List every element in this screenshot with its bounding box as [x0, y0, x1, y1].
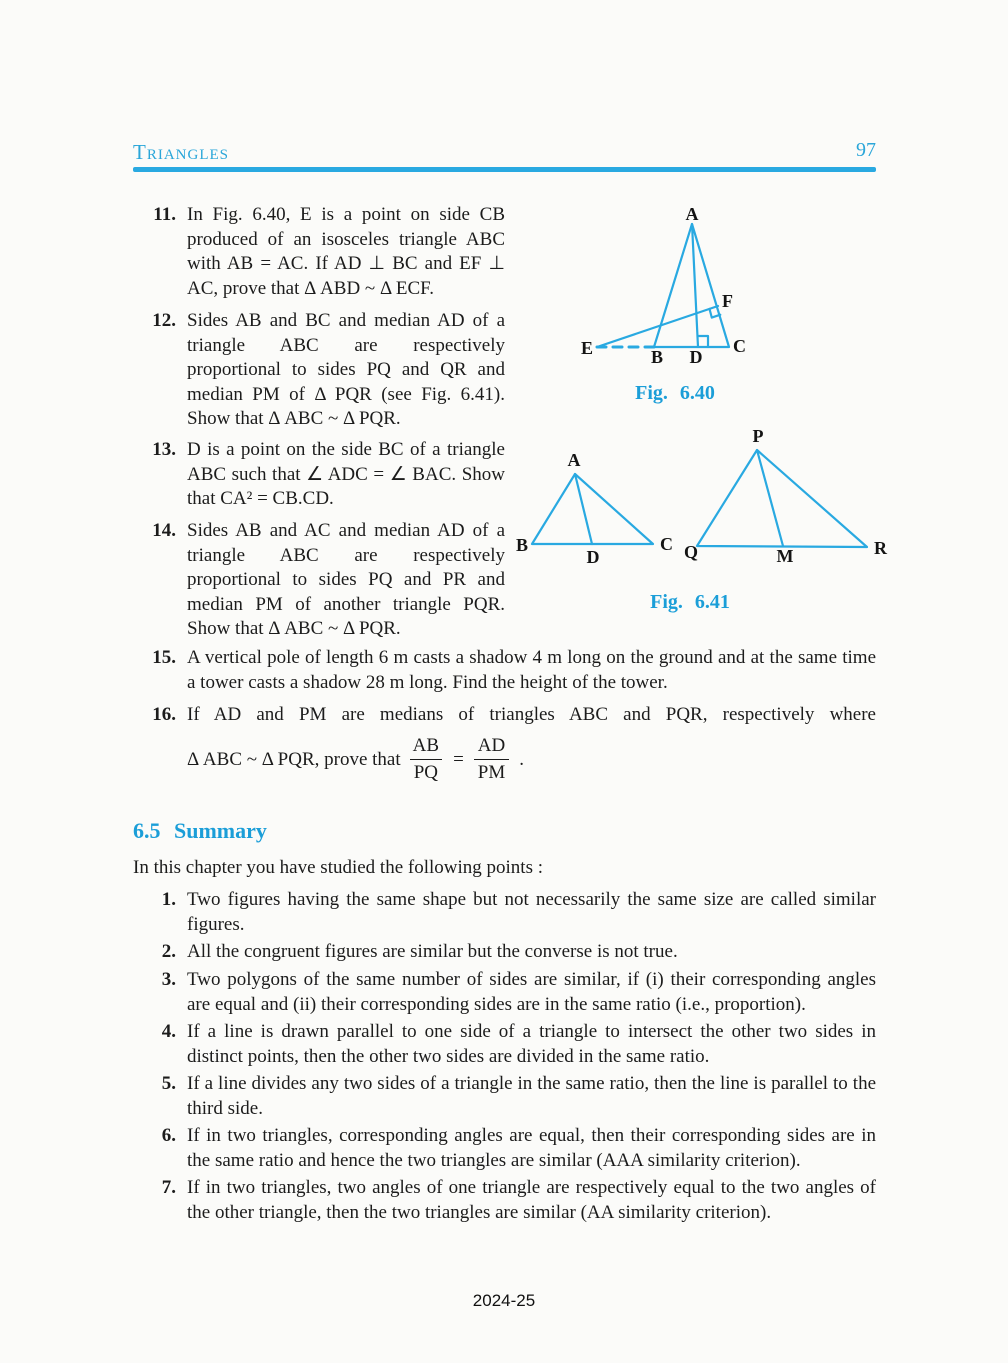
item-text: Sides AB and AC and median AD of a triangle ABC are respectively proportional to sides PQ and PR and median PM of another triangle PQR. Show that Δ ABC ~ Δ PQR.: [187, 520, 505, 640]
summary-point-5: [133, 1072, 876, 1121]
right-angle-marker-d: [698, 336, 708, 347]
exercise-item-13: [133, 438, 505, 512]
item-number: 13.: [152, 439, 176, 460]
item-number: 12.: [152, 310, 176, 331]
item-text: Sides AB and BC and median AD of a triangle ABC are respectively proportional to sides PQ and QR and median PM of Δ PQR (see Fig. 6.41). Show that Δ ABC ~ Δ PQR.: [187, 310, 505, 430]
exercise-item-11: [133, 203, 505, 301]
vertex-label-c: C: [660, 534, 673, 554]
point-text: Two figures having the same shape but not necessarily the same size are called similar figures.: [187, 889, 876, 935]
vertex-label-d: D: [586, 547, 600, 567]
fraction-ad-pm: [474, 735, 509, 784]
figure-6-40: [558, 196, 894, 408]
vertex-label-b: B: [650, 347, 664, 367]
item-text: If AD and PM are medians of triangles ABC and PQR, respectively where: [187, 704, 876, 725]
segment-ef: [597, 306, 718, 347]
vertex-label-c: C: [733, 336, 746, 356]
point-text: Two polygons of the same number of sides are similar, if (i) their corresponding angles are equal and (ii) their corresponding sides are in the same ratio (i.e., proportion).: [187, 969, 876, 1015]
item-number: 16.: [152, 704, 176, 725]
vertex-label-m: M: [776, 546, 794, 566]
item-text: D is a point on the side BC of a triangle ABC such that ∠ ADC = ∠ BAC. Show that CA² = CB.CD.: [187, 439, 505, 510]
page-number: 97: [856, 139, 876, 161]
summary-point-6: [133, 1124, 876, 1173]
sentence-period: .: [519, 748, 524, 770]
equals-sign: =: [453, 748, 464, 770]
proof-prefix: Δ ABC ~ Δ PQR, prove that: [187, 748, 401, 770]
item-text: A vertical pole of length 6 m casts a shadow 4 m long on the ground and at the same time a tower casts a shadow 28 m long. Find the height of the tower.: [187, 647, 876, 693]
item-number: 15.: [152, 647, 176, 668]
vertex-label-a: A: [567, 450, 581, 470]
figure-6-41: [503, 424, 893, 620]
vertex-label-d: D: [689, 347, 703, 367]
vertex-label-q: Q: [683, 542, 698, 562]
figure-caption: Fig. 6.41: [650, 591, 730, 613]
vertex-label-p: P: [752, 426, 764, 446]
point-text: If a line is drawn parallel to one side of a triangle to intersect the other two sides in distinct points, then the other two sides are divided in the same ratio.: [187, 1021, 876, 1067]
fraction-ab-pq: [409, 735, 443, 784]
exercise-item-15: [133, 646, 876, 695]
point-number: 6.: [161, 1125, 176, 1146]
summary-point-3: [133, 968, 876, 1017]
item-text: In Fig. 6.40, E is a point on side CB produced of an isosceles triangle ABC with AB = AC. If AD ⊥ BC and EF ⊥ AC, prove that Δ ABD ~ Δ ECF.: [187, 204, 505, 299]
triangle-abc: [654, 224, 729, 347]
item-number: 14.: [152, 520, 176, 541]
point-text: If in two triangles, two angles of one triangle are respectively equal to the two angles of the other triangle, then the two triangles are similar (AA similarity criterion).: [187, 1177, 876, 1223]
exercise-item-14: [133, 519, 505, 642]
exercise-item-12: [133, 309, 505, 432]
vertex-label-r: R: [874, 538, 887, 558]
median-pm: [757, 450, 783, 546]
summary-point-4: [133, 1020, 876, 1069]
point-text: All the congruent figures are similar but the converse is not true.: [187, 941, 678, 962]
point-number: 4.: [161, 1021, 176, 1042]
vertex-label-e: E: [580, 338, 593, 358]
vertex-label-b: B: [515, 535, 528, 555]
point-number: 5.: [161, 1073, 176, 1094]
triangle-pqr: [697, 450, 867, 547]
fraction-numerator: AD: [477, 735, 506, 756]
point-text: If in two triangles, corresponding angles are equal, then their corresponding sides are in the same ratio and hence the two triangles are similar (AAA similarity criterion).: [187, 1125, 876, 1171]
figure-caption: Fig. 6.40: [635, 382, 715, 404]
header-rule: [133, 167, 876, 172]
exercise-item-16: [133, 703, 876, 728]
median-ad: [575, 474, 592, 544]
fraction-denominator: PQ: [410, 759, 442, 784]
summary-point-2: [133, 940, 876, 965]
fraction-numerator: AB: [412, 735, 440, 756]
section-heading: 6.5 Summary: [133, 818, 267, 843]
fraction-denominator: PM: [474, 759, 509, 784]
triangle-abc: [532, 474, 653, 544]
session-year-footer: 2024-25: [472, 1291, 536, 1310]
summary-intro: In this chapter you have studied the following points :: [133, 857, 544, 878]
exercise-16-proof-line: [187, 735, 524, 784]
vertex-label-f: F: [722, 291, 733, 311]
chapter-title: Triangles: [133, 140, 229, 164]
item-number: 11.: [153, 204, 176, 225]
point-text: If a line divides any two sides of a triangle in the same ratio, then the line is parallel to the third side.: [187, 1073, 876, 1119]
point-number: 1.: [161, 889, 176, 910]
point-number: 7.: [161, 1177, 176, 1198]
summary-point-7: [133, 1176, 876, 1225]
point-number: 2.: [161, 941, 176, 962]
point-number: 3.: [161, 969, 176, 990]
vertex-label-a: A: [685, 204, 699, 224]
summary-point-1: [133, 888, 876, 937]
